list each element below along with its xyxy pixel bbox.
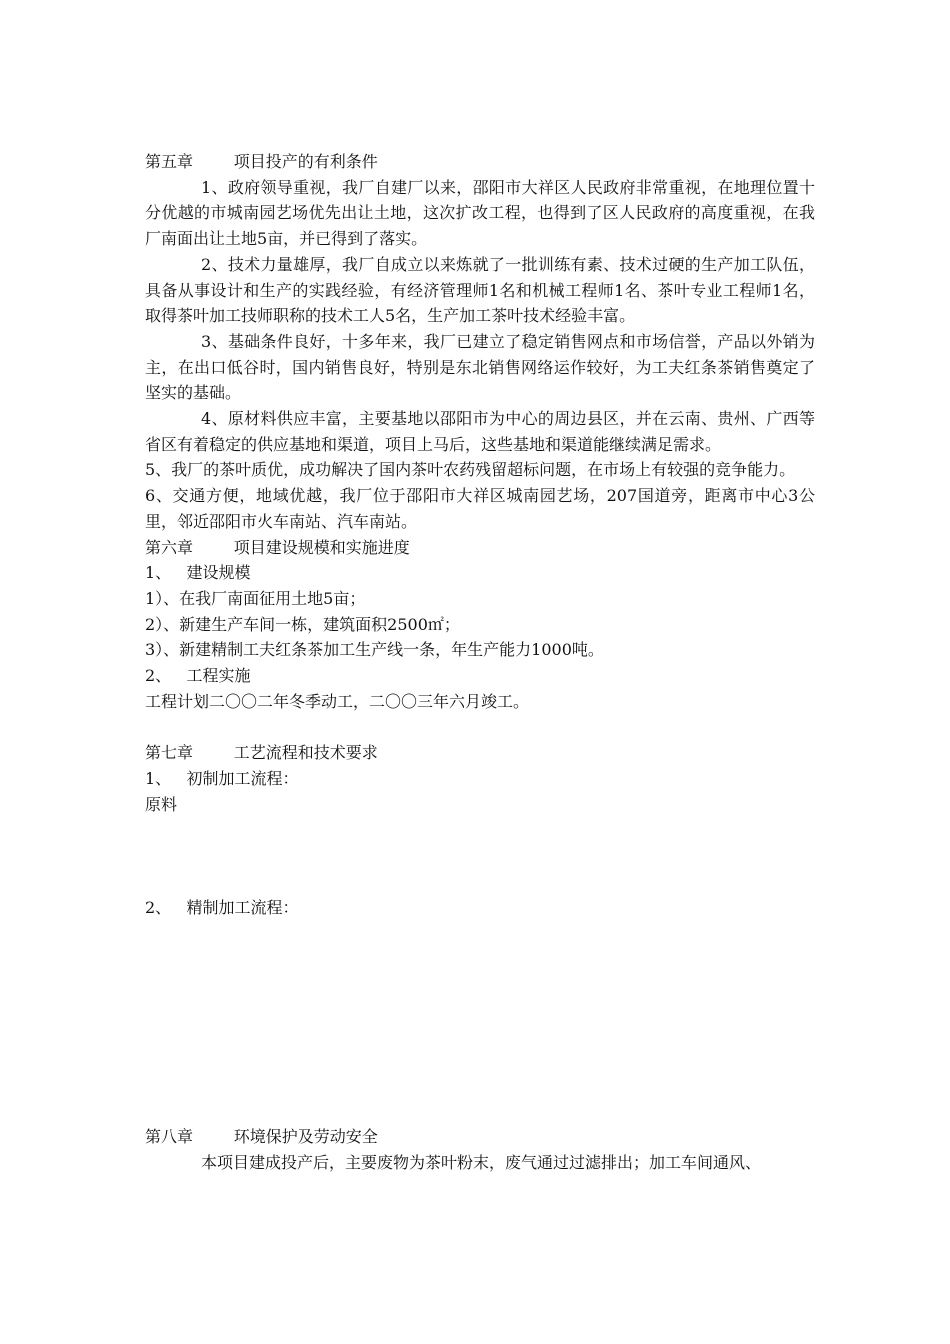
- primary-flow-area: [145, 817, 815, 895]
- chapter-5-title: 第五章 项目投产的有利条件: [145, 152, 378, 171]
- ch7-subheading-refined: 2、 精制加工流程：: [145, 898, 299, 918]
- ch6-scale-item-2: 2）、新建生产车间一栋，建筑面积2500㎡；: [145, 614, 460, 634]
- blank-line: [145, 714, 815, 740]
- document-body: [145, 149, 815, 1175]
- refined-flow-area: [145, 921, 815, 1124]
- ch8-text: 本项目建成投产后，主要废物为茶叶粉末，废气通过过滤排出；加工车间通风、: [201, 1152, 762, 1172]
- ch6-schedule: 工程计划二〇〇二年冬季动工，二〇〇三年六月竣工。: [145, 691, 530, 711]
- ch5-item-1: 1、政府领导重视，我厂自建厂以来，邵阳市大祥区人民政府非常重视，在地理位置十分优越的市城南园艺场优先出让土地，这次扩改工程，也得到了区人民政府的高度重视，在我厂南面出让土地5亩，并已得到了落实。: [145, 177, 815, 249]
- ch7-raw-material: 原料: [145, 794, 178, 814]
- ch5-item-6: 6、交通方便，地域优越，我厂位于邵阳市大祥区城南园艺场，207国道旁，距离市中心3公里，邻近邵阳市火车南站、汽车南站。: [145, 486, 815, 531]
- ch6-subheading-implementation: 2、 工程实施: [145, 666, 251, 686]
- chapter-7-title: 第七章 工艺流程和技术要求: [145, 743, 378, 763]
- ch7-subheading-primary: 1、 初制加工流程：: [145, 768, 299, 788]
- ch6-scale-item-3: 3）、新建精制工夫红条茶加工生产线一条，年生产能力1000吨。: [145, 640, 604, 660]
- ch5-item-2: 2、技术力量雄厚，我厂自成立以来炼就了一批训练有素、技术过硬的生产加工队伍，具备从事设计和生产的实践经验，有经济管理师1名和机械工程师1名、茶叶专业工程师1名，取得茶叶加工技师职称的技术工人5名，生产加工茶叶技术经验丰富。: [145, 254, 815, 326]
- ch5-item-3: 3、基础条件良好，十多年来，我厂已建立了稳定销售网点和市场信誉，产品以外销为主，在出口低谷时，国内销售良好，特别是东北销售网络运作较好，为工夫红条茶销售奠定了坚实的基础。: [145, 331, 815, 403]
- ch5-item-5: 5、我厂的茶叶质优，成功解决了国内茶叶农药残留超标问题，在市场上有较强的竞争能力。: [145, 460, 796, 480]
- chapter-8-title: 第八章 环境保护及劳动安全: [145, 1126, 378, 1146]
- ch6-scale-item-1: 1）、在我厂南面征用土地5亩；: [145, 588, 366, 608]
- ch5-item-4: 4、原材料供应丰富，主要基地以邵阳市为中心的周边县区，并在云南、贵州、广西等省区有着稳定的供应基地和渠道，项目上马后，这些基地和渠道能继续满足需求。: [145, 409, 815, 454]
- ch6-subheading-scale: 1、 建设规模: [145, 563, 251, 583]
- chapter-6-title: 第六章 项目建设规模和实施进度: [145, 537, 410, 557]
